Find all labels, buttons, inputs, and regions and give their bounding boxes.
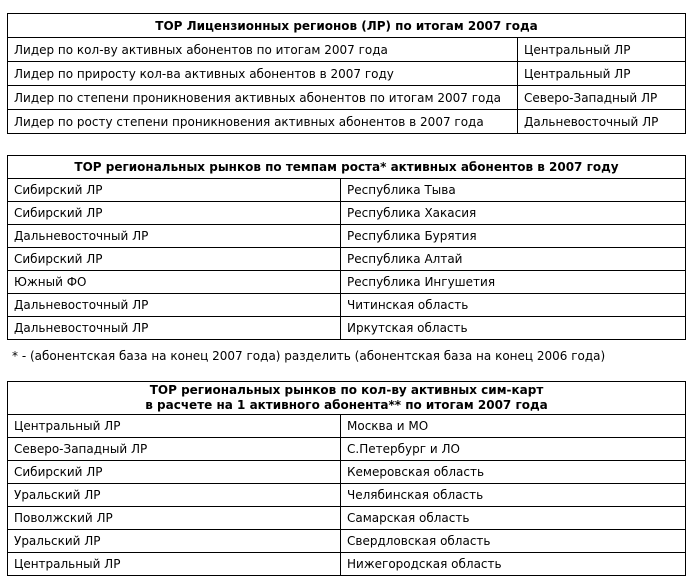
market-cell: Иркутская область — [341, 317, 686, 340]
license-region-cell: Сибирский ЛР — [8, 202, 341, 225]
table-row — [8, 553, 686, 576]
market-cell: Нижегородская область — [341, 553, 686, 576]
market-cell: Москва и МО — [341, 415, 686, 438]
criterion-cell: Лидер по степени проникновения активных абонентов по итогам 2007 года — [8, 86, 518, 110]
criterion-cell: Лидер по кол-ву активных абонентов по итогам 2007 года — [8, 38, 518, 62]
market-cell: Республика Алтай — [341, 248, 686, 271]
table-row — [8, 38, 686, 62]
table-row — [8, 484, 686, 507]
license-region-cell: Поволжский ЛР — [8, 507, 341, 530]
table-row — [8, 507, 686, 530]
criterion-cell: Лидер по росту степени проникновения активных абонентов в 2007 года — [8, 110, 518, 134]
market-cell: Свердловская область — [341, 530, 686, 553]
table-row — [8, 438, 686, 461]
table-row — [8, 110, 686, 134]
table-row — [8, 461, 686, 484]
criterion-cell: Лидер по приросту кол-ва активных абонентов в 2007 году — [8, 62, 518, 86]
region-cell: Дальневосточный ЛР — [518, 110, 686, 134]
license-region-cell: Сибирский ЛР — [8, 461, 341, 484]
market-cell: Читинская область — [341, 294, 686, 317]
table-row — [8, 530, 686, 553]
market-cell: Республика Тыва — [341, 179, 686, 202]
license-region-cell: Сибирский ЛР — [8, 248, 341, 271]
market-cell: Республика Хакасия — [341, 202, 686, 225]
license-region-cell: Южный ФО — [8, 271, 341, 294]
market-cell: Челябинская область — [341, 484, 686, 507]
footnote: * - (абонентская база на конец 2007 года) разделить (абонентская база на конец 2006 года) — [12, 349, 606, 363]
growth-rate-markets-table — [7, 155, 686, 340]
table-row — [8, 248, 686, 271]
market-cell: Республика Бурятия — [341, 225, 686, 248]
region-cell: Центральный ЛР — [518, 62, 686, 86]
table-row — [8, 294, 686, 317]
region-cell: Северо-Западный ЛР — [518, 86, 686, 110]
license-region-cell: Уральский ЛР — [8, 530, 341, 553]
license-region-cell: Сибирский ЛР — [8, 179, 341, 202]
license-region-cell: Дальневосточный ЛР — [8, 225, 341, 248]
sim-cards-per-subscriber-table — [7, 381, 686, 576]
table-row — [8, 179, 686, 202]
table-row — [8, 415, 686, 438]
market-cell: С.Петербург и ЛО — [341, 438, 686, 461]
table-row — [8, 271, 686, 294]
license-region-cell: Центральный ЛР — [8, 553, 341, 576]
license-region-cell: Дальневосточный ЛР — [8, 294, 341, 317]
license-region-cell: Уральский ЛР — [8, 484, 341, 507]
license-region-cell: Центральный ЛР — [8, 415, 341, 438]
table-title-line-1: TOP региональных рынков по кол-ву активных сим-карт — [149, 383, 544, 397]
table-title: TOP Лицензионных регионов (ЛР) по итогам 2007 года — [8, 14, 686, 38]
table-title — [8, 382, 686, 415]
table-title: TOP региональных рынков по темпам роста* активных абонентов в 2007 году — [8, 156, 686, 179]
top-license-regions-table — [7, 13, 686, 134]
market-cell: Самарская область — [341, 507, 686, 530]
table-title-line-2: в расчете на 1 активного абонента** по итогам 2007 года — [145, 398, 548, 412]
license-region-cell: Северо-Западный ЛР — [8, 438, 341, 461]
license-region-cell: Дальневосточный ЛР — [8, 317, 341, 340]
region-cell: Центральный ЛР — [518, 38, 686, 62]
market-cell: Кемеровская область — [341, 461, 686, 484]
table-row — [8, 317, 686, 340]
table-row — [8, 86, 686, 110]
market-cell: Республика Ингушетия — [341, 271, 686, 294]
table-row — [8, 225, 686, 248]
table-row — [8, 202, 686, 225]
table-row — [8, 62, 686, 86]
